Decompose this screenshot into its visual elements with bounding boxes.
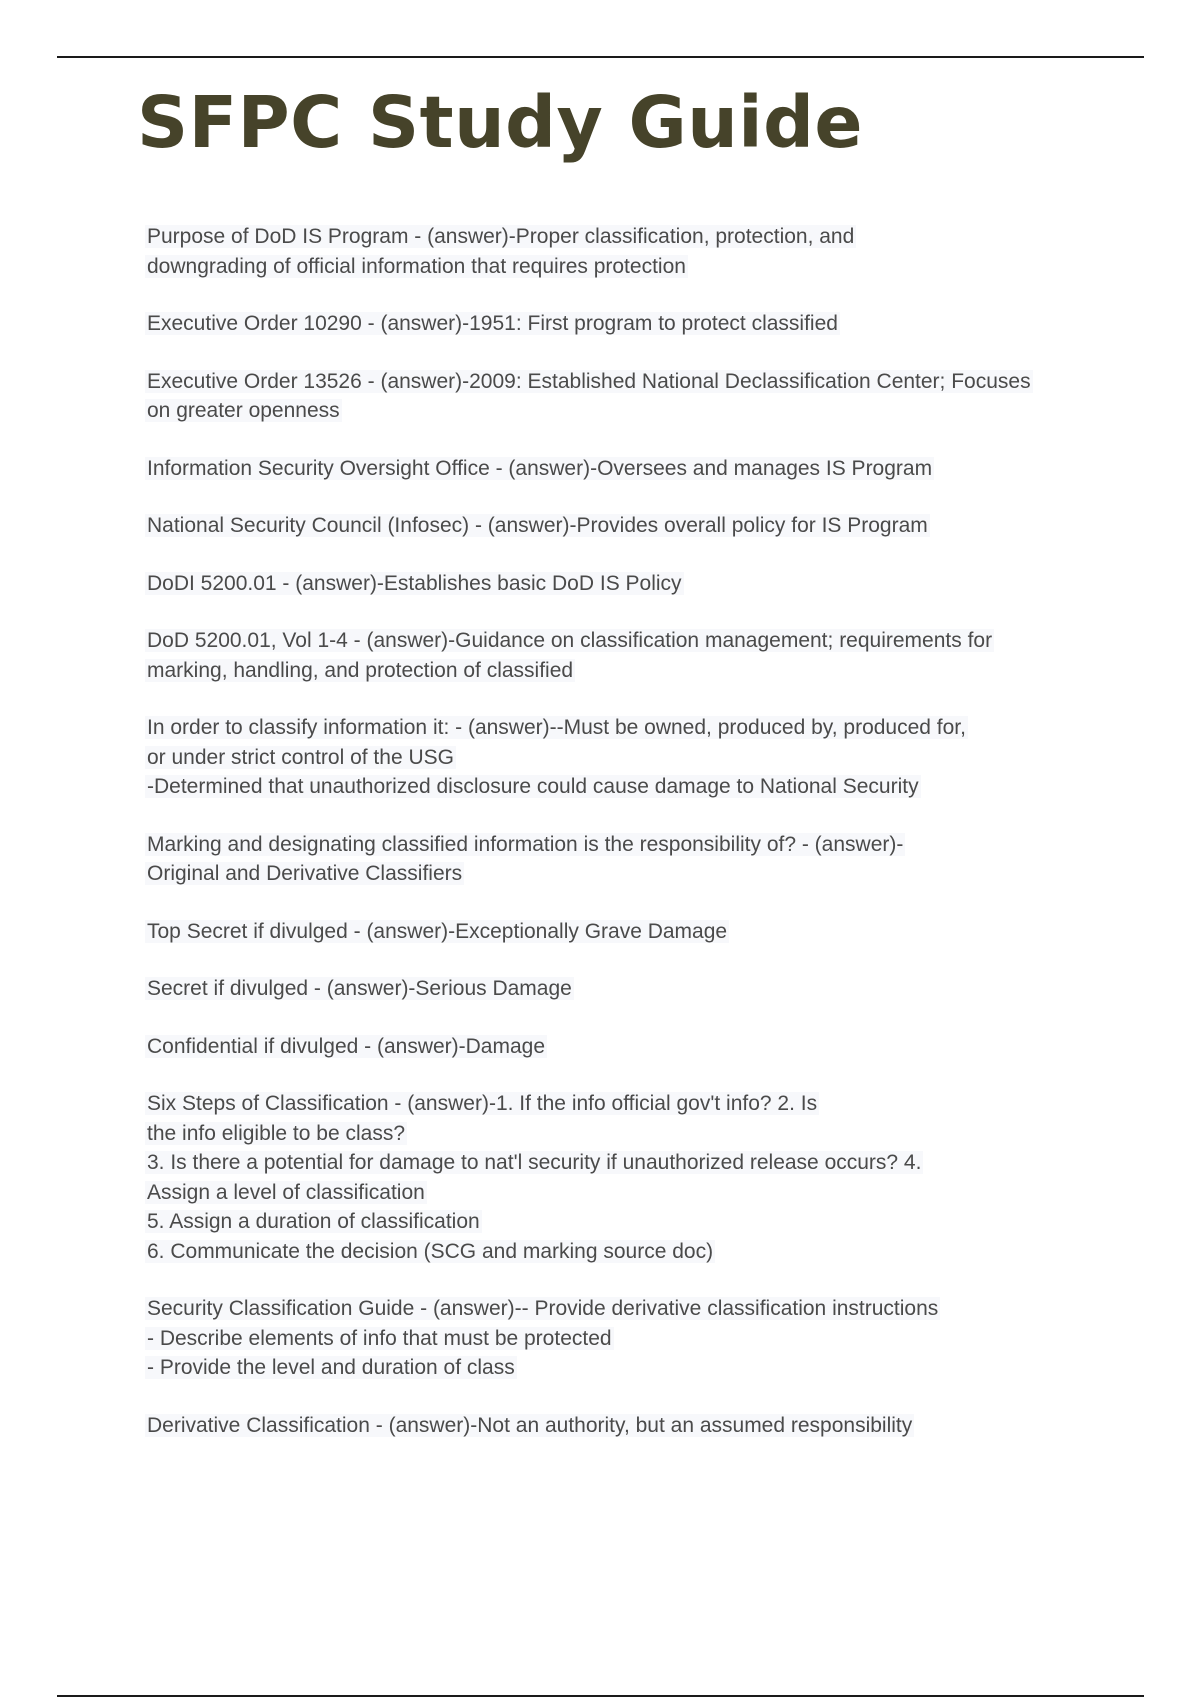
qa-entry-text: Six Steps of Classification - (answer)-1. If the info official gov't info? 2. Is bbox=[147, 1092, 818, 1115]
qa-entry-line bbox=[145, 1411, 1075, 1441]
qa-entry-text: Information Security Oversight Office - (answer)-Oversees and manages IS Program bbox=[147, 456, 933, 480]
qa-entry bbox=[145, 1294, 1075, 1383]
qa-entry-text: 5. Assign a duration of classification bbox=[147, 1210, 480, 1233]
qa-entry-line bbox=[145, 1119, 1075, 1149]
qa-entry-line bbox=[145, 626, 1075, 656]
qa-entry-line bbox=[145, 772, 1075, 802]
qa-entry-line bbox=[145, 830, 1075, 860]
qa-entry-line bbox=[145, 713, 1075, 743]
qa-entry-text: marking, handling, and protection of classified bbox=[147, 658, 574, 682]
qa-entry-text: - Provide the level and duration of class bbox=[147, 1356, 515, 1379]
qa-entry-line bbox=[145, 743, 1075, 773]
qa-entry-text: Assign a level of classification bbox=[147, 1180, 425, 1204]
qa-entry-line bbox=[145, 252, 1075, 282]
qa-entry-text: Executive Order 13526 - (answer)-2009: Established National Declassification Center; Focuses bbox=[147, 369, 1031, 393]
qa-entry-line bbox=[145, 222, 1075, 252]
qa-entry-text: -Determined that unauthorized disclosure could cause damage to National Security bbox=[147, 775, 919, 798]
qa-entry-line bbox=[145, 1089, 1075, 1119]
qa-entry-text: Top Secret if divulged - (answer)-Exceptionally Grave Damage bbox=[147, 919, 728, 943]
qa-entry-line bbox=[145, 309, 1075, 339]
qa-entry-text: Secret if divulged - (answer)-Serious Damage bbox=[147, 977, 572, 1000]
qa-entry-text: Security Classification Guide - (answer)-- Provide derivative classification instructions bbox=[147, 1297, 939, 1320]
qa-entry-line bbox=[145, 974, 1075, 1004]
qa-entry bbox=[145, 367, 1075, 426]
qa-entry-text: National Security Council (Infosec) - (answer)-Provides overall policy for IS Program bbox=[147, 514, 928, 537]
qa-entry-line bbox=[145, 1237, 1075, 1267]
qa-entry bbox=[145, 309, 1075, 339]
qa-entry bbox=[145, 222, 1075, 281]
qa-entry bbox=[145, 569, 1075, 599]
qa-entry-text: 6. Communicate the decision (SCG and marking source doc) bbox=[147, 1239, 714, 1263]
qa-entry-text: Executive Order 10290 - (answer)-1951: First program to protect classified bbox=[147, 312, 838, 335]
qa-entry-text: Derivative Classification - (answer)-Not an authority, but an assumed responsibility bbox=[147, 1413, 913, 1437]
bottom-rule bbox=[57, 1695, 1144, 1697]
qa-entry-line bbox=[145, 859, 1075, 889]
qa-entry-text: Confidential if divulged - (answer)-Damage bbox=[147, 1034, 546, 1058]
qa-entry-line bbox=[145, 1324, 1075, 1354]
qa-entry-line bbox=[145, 1207, 1075, 1237]
qa-entry-text: the info eligible to be class? bbox=[147, 1121, 405, 1145]
qa-entry-line bbox=[145, 367, 1075, 397]
qa-entry-line bbox=[145, 454, 1075, 484]
qa-entry-text: or under strict control of the USG bbox=[147, 745, 454, 769]
qa-entry-line bbox=[145, 396, 1075, 426]
qa-entry-text: In order to classify information it: - (answer)--Must be owned, produced by, produced for, bbox=[147, 716, 966, 739]
qa-entry-line bbox=[145, 1148, 1075, 1178]
qa-entry-text: Marking and designating classified information is the responsibility of? - (answer)- bbox=[147, 832, 904, 856]
qa-entry bbox=[145, 713, 1075, 802]
qa-entry bbox=[145, 1089, 1075, 1266]
page-title: SFPC Study Guide bbox=[137, 81, 864, 164]
qa-entry-line bbox=[145, 569, 1075, 599]
qa-entry bbox=[145, 626, 1075, 685]
qa-entry-text: Purpose of DoD IS Program - (answer)-Proper classification, protection, and bbox=[147, 225, 855, 248]
qa-entry-text: Original and Derivative Classifiers bbox=[147, 862, 463, 885]
qa-entry-text: DoD 5200.01, Vol 1-4 - (answer)-Guidance on classification management; requirements for bbox=[147, 629, 993, 652]
qa-entry-line bbox=[145, 1353, 1075, 1383]
qa-entry bbox=[145, 917, 1075, 947]
qa-entry-text: on greater openness bbox=[147, 399, 340, 422]
qa-entry-text: downgrading of official information that requires protection bbox=[147, 254, 686, 278]
qa-entry-line bbox=[145, 1032, 1075, 1062]
qa-entry bbox=[145, 511, 1075, 541]
qa-entry bbox=[145, 830, 1075, 889]
qa-entry-text: DoDI 5200.01 - (answer)-Establishes basic DoD IS Policy bbox=[147, 571, 682, 595]
qa-entry bbox=[145, 974, 1075, 1004]
qa-entry-text: 3. Is there a potential for damage to nat'l security if unauthorized release occurs? 4. bbox=[147, 1151, 922, 1174]
qa-entry-line bbox=[145, 1178, 1075, 1208]
qa-entry bbox=[145, 1411, 1075, 1441]
qa-entry-text: - Describe elements of info that must be protected bbox=[147, 1326, 612, 1350]
qa-entry-line bbox=[145, 917, 1075, 947]
qa-entry bbox=[145, 454, 1075, 484]
top-rule bbox=[57, 56, 1144, 58]
qa-entry bbox=[145, 1032, 1075, 1062]
study-guide-content bbox=[145, 222, 1075, 1468]
qa-entry-line bbox=[145, 1294, 1075, 1324]
qa-entry-line bbox=[145, 511, 1075, 541]
qa-entry-line bbox=[145, 656, 1075, 686]
